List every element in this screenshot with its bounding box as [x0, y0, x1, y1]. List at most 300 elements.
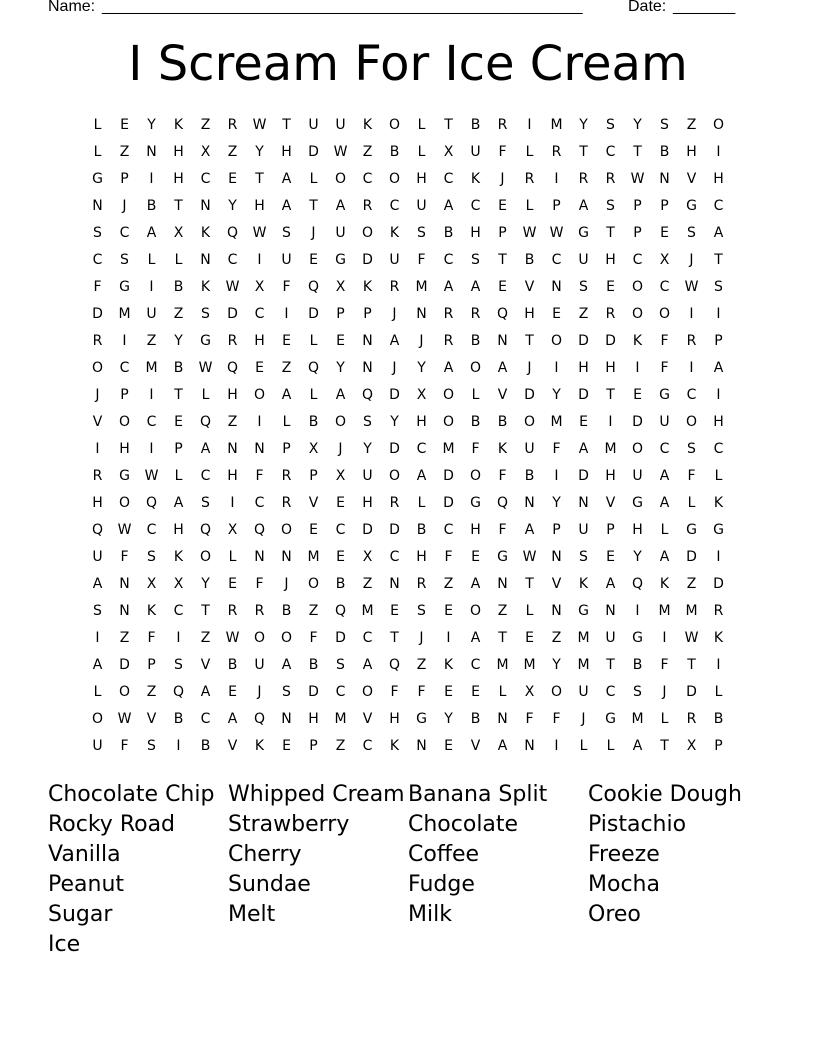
grid-letter[interactable]: C: [470, 657, 481, 673]
grid-letter[interactable]: C: [659, 441, 670, 457]
grid-letter[interactable]: Q: [307, 279, 320, 295]
grid-letter[interactable]: G: [632, 495, 643, 511]
grid-letter[interactable]: E: [282, 738, 291, 754]
grid-letter[interactable]: L: [660, 522, 669, 538]
grid-letter[interactable]: T: [525, 333, 534, 349]
grid-letter[interactable]: K: [389, 225, 400, 241]
grid-letter[interactable]: M: [658, 603, 671, 619]
grid-letter[interactable]: H: [416, 549, 427, 565]
grid-letter[interactable]: Z: [200, 117, 211, 133]
grid-letter[interactable]: L: [417, 117, 426, 133]
grid-letter[interactable]: A: [281, 198, 292, 214]
grid-letter[interactable]: O: [307, 576, 320, 592]
grid-letter[interactable]: Y: [417, 360, 426, 376]
grid-letter[interactable]: T: [606, 225, 615, 241]
grid-letter[interactable]: U: [578, 684, 589, 700]
grid-letter[interactable]: B: [173, 360, 184, 376]
grid-letter[interactable]: K: [173, 549, 184, 565]
grid-letter[interactable]: L: [417, 495, 426, 511]
grid-letter[interactable]: H: [254, 333, 265, 349]
grid-letter[interactable]: X: [200, 144, 211, 160]
grid-letter[interactable]: H: [227, 387, 238, 403]
grid-letter[interactable]: C: [254, 495, 265, 511]
grid-letter[interactable]: V: [92, 414, 103, 430]
grid-letter[interactable]: C: [362, 738, 373, 754]
grid-letter[interactable]: R: [443, 333, 454, 349]
grid-letter[interactable]: Y: [228, 198, 237, 214]
grid-letter[interactable]: T: [174, 198, 183, 214]
grid-letter[interactable]: Z: [308, 603, 319, 619]
grid-letter[interactable]: C: [173, 603, 184, 619]
grid-letter[interactable]: G: [92, 171, 103, 187]
grid-letter[interactable]: M: [550, 414, 563, 430]
grid-letter[interactable]: K: [146, 603, 157, 619]
grid-letter[interactable]: H: [605, 252, 616, 268]
grid-letter[interactable]: C: [605, 684, 616, 700]
grid-letter[interactable]: S: [282, 684, 291, 700]
grid-letter[interactable]: F: [255, 576, 264, 592]
grid-letter[interactable]: C: [686, 387, 697, 403]
grid-letter[interactable]: R: [389, 279, 400, 295]
grid-letter[interactable]: C: [551, 252, 562, 268]
grid-letter[interactable]: O: [118, 414, 131, 430]
grid-letter[interactable]: V: [605, 495, 616, 511]
grid-letter[interactable]: J: [338, 441, 343, 457]
grid-letter[interactable]: H: [227, 468, 238, 484]
grid-letter[interactable]: P: [336, 306, 345, 322]
grid-letter[interactable]: C: [146, 414, 157, 430]
grid-letter[interactable]: U: [605, 630, 616, 646]
grid-letter[interactable]: Q: [496, 306, 509, 322]
grid-letter[interactable]: L: [687, 495, 696, 511]
grid-letter[interactable]: X: [362, 549, 373, 565]
grid-letter[interactable]: S: [417, 225, 426, 241]
grid-letter[interactable]: M: [361, 603, 374, 619]
grid-letter[interactable]: S: [93, 603, 102, 619]
grid-letter[interactable]: D: [524, 387, 535, 403]
grid-letter[interactable]: O: [550, 333, 563, 349]
grid-letter[interactable]: Y: [552, 387, 561, 403]
grid-letter[interactable]: E: [498, 279, 507, 295]
grid-letter[interactable]: U: [92, 549, 103, 565]
grid-letter[interactable]: T: [579, 144, 588, 160]
grid-letter[interactable]: E: [498, 198, 507, 214]
grid-letter[interactable]: L: [606, 738, 615, 754]
grid-letter[interactable]: J: [689, 252, 694, 268]
grid-letter[interactable]: D: [713, 576, 724, 592]
grid-letter[interactable]: H: [470, 522, 481, 538]
grid-letter[interactable]: R: [254, 603, 265, 619]
grid-letter[interactable]: Y: [336, 360, 345, 376]
grid-letter[interactable]: A: [443, 198, 454, 214]
grid-letter[interactable]: G: [416, 711, 427, 727]
grid-letter[interactable]: E: [633, 387, 642, 403]
grid-letter[interactable]: A: [335, 387, 346, 403]
grid-letter[interactable]: D: [308, 144, 319, 160]
grid-letter[interactable]: X: [254, 279, 265, 295]
grid-letter[interactable]: O: [118, 495, 131, 511]
grid-letter[interactable]: I: [176, 738, 181, 754]
grid-letter[interactable]: E: [444, 738, 453, 754]
grid-letter[interactable]: K: [713, 495, 724, 511]
grid-letter[interactable]: F: [255, 468, 264, 484]
grid-letter[interactable]: W: [333, 144, 348, 160]
grid-letter[interactable]: H: [281, 144, 292, 160]
grid-letter[interactable]: I: [554, 171, 559, 187]
grid-letter[interactable]: B: [659, 144, 670, 160]
grid-letter[interactable]: X: [335, 468, 346, 484]
grid-letter[interactable]: T: [282, 117, 291, 133]
grid-letter[interactable]: O: [280, 630, 293, 646]
grid-letter[interactable]: U: [578, 252, 589, 268]
grid-letter[interactable]: X: [227, 522, 238, 538]
grid-letter[interactable]: Q: [145, 495, 158, 511]
grid-letter[interactable]: A: [92, 657, 103, 673]
grid-letter[interactable]: Q: [253, 711, 266, 727]
grid-letter[interactable]: P: [147, 657, 156, 673]
grid-letter[interactable]: H: [92, 495, 103, 511]
grid-letter[interactable]: I: [122, 333, 127, 349]
grid-letter[interactable]: O: [118, 684, 131, 700]
grid-letter[interactable]: T: [606, 657, 615, 673]
grid-letter[interactable]: S: [147, 738, 156, 754]
grid-letter[interactable]: O: [631, 441, 644, 457]
grid-letter[interactable]: L: [714, 684, 723, 700]
grid-letter[interactable]: C: [335, 522, 346, 538]
grid-letter[interactable]: X: [173, 225, 184, 241]
grid-letter[interactable]: O: [334, 171, 347, 187]
grid-letter[interactable]: T: [714, 252, 723, 268]
grid-letter[interactable]: O: [523, 414, 536, 430]
grid-letter[interactable]: E: [471, 549, 480, 565]
grid-letter[interactable]: N: [416, 738, 427, 754]
grid-letter[interactable]: O: [91, 360, 104, 376]
grid-letter[interactable]: X: [173, 576, 184, 592]
grid-letter[interactable]: W: [684, 630, 699, 646]
grid-letter[interactable]: S: [174, 657, 183, 673]
grid-letter[interactable]: O: [631, 306, 644, 322]
grid-letter[interactable]: M: [577, 630, 590, 646]
grid-letter[interactable]: W: [630, 171, 645, 187]
grid-letter[interactable]: G: [578, 225, 589, 241]
grid-letter[interactable]: V: [551, 576, 562, 592]
grid-letter[interactable]: B: [416, 522, 427, 538]
grid-letter[interactable]: N: [92, 198, 103, 214]
grid-letter[interactable]: L: [93, 684, 102, 700]
grid-letter[interactable]: R: [227, 603, 238, 619]
grid-letter[interactable]: W: [225, 279, 240, 295]
grid-letter[interactable]: H: [632, 522, 643, 538]
grid-letter[interactable]: E: [660, 225, 669, 241]
grid-letter[interactable]: I: [257, 414, 262, 430]
grid-letter[interactable]: F: [309, 630, 318, 646]
grid-letter[interactable]: T: [633, 144, 642, 160]
grid-letter[interactable]: W: [522, 225, 537, 241]
grid-letter[interactable]: A: [470, 279, 481, 295]
grid-letter[interactable]: C: [443, 171, 454, 187]
grid-letter[interactable]: P: [552, 522, 561, 538]
grid-letter[interactable]: E: [336, 495, 345, 511]
grid-letter[interactable]: Z: [362, 144, 373, 160]
grid-letter[interactable]: T: [201, 603, 210, 619]
grid-letter[interactable]: L: [228, 549, 237, 565]
grid-letter[interactable]: O: [388, 468, 401, 484]
grid-letter[interactable]: U: [416, 198, 427, 214]
grid-letter[interactable]: R: [713, 603, 724, 619]
grid-letter[interactable]: Z: [146, 684, 157, 700]
grid-letter[interactable]: S: [282, 225, 291, 241]
grid-letter[interactable]: P: [120, 387, 129, 403]
grid-letter[interactable]: W: [252, 225, 267, 241]
grid-letter[interactable]: R: [92, 333, 103, 349]
grid-letter[interactable]: D: [389, 441, 400, 457]
grid-letter[interactable]: O: [199, 549, 212, 565]
grid-letter[interactable]: N: [119, 576, 130, 592]
grid-letter[interactable]: N: [524, 495, 535, 511]
grid-letter[interactable]: G: [659, 387, 670, 403]
grid-letter[interactable]: Z: [227, 144, 238, 160]
grid-letter[interactable]: J: [527, 360, 532, 376]
grid-letter[interactable]: J: [392, 306, 397, 322]
grid-letter[interactable]: H: [605, 468, 616, 484]
grid-letter[interactable]: A: [713, 360, 724, 376]
grid-letter[interactable]: B: [713, 711, 724, 727]
grid-letter[interactable]: N: [524, 738, 535, 754]
grid-letter[interactable]: L: [714, 468, 723, 484]
date-blank-line[interactable]: _______: [673, 0, 736, 15]
grid-letter[interactable]: S: [660, 117, 669, 133]
grid-letter[interactable]: H: [416, 414, 427, 430]
grid-letter[interactable]: A: [200, 684, 211, 700]
grid-letter[interactable]: N: [551, 603, 562, 619]
grid-letter[interactable]: S: [633, 684, 642, 700]
grid-letter[interactable]: M: [577, 657, 590, 673]
grid-letter[interactable]: T: [498, 252, 507, 268]
grid-letter[interactable]: N: [281, 549, 292, 565]
grid-letter[interactable]: C: [119, 225, 130, 241]
grid-letter[interactable]: I: [95, 630, 100, 646]
grid-letter[interactable]: A: [632, 738, 643, 754]
grid-letter[interactable]: W: [549, 225, 564, 241]
grid-letter[interactable]: E: [336, 333, 345, 349]
grid-letter[interactable]: H: [605, 360, 616, 376]
grid-letter[interactable]: N: [281, 711, 292, 727]
grid-letter[interactable]: E: [444, 684, 453, 700]
grid-letter[interactable]: I: [230, 495, 235, 511]
grid-letter[interactable]: I: [662, 630, 667, 646]
grid-letter[interactable]: Y: [255, 144, 264, 160]
grid-letter[interactable]: X: [416, 387, 427, 403]
grid-letter[interactable]: X: [524, 684, 535, 700]
grid-letter[interactable]: P: [606, 522, 615, 538]
grid-letter[interactable]: D: [686, 684, 697, 700]
grid-letter[interactable]: I: [716, 549, 721, 565]
grid-letter[interactable]: M: [118, 306, 131, 322]
grid-letter[interactable]: A: [173, 495, 184, 511]
grid-letter[interactable]: X: [335, 279, 346, 295]
grid-letter[interactable]: C: [200, 711, 211, 727]
grid-letter[interactable]: L: [525, 603, 534, 619]
grid-letter[interactable]: R: [443, 306, 454, 322]
grid-letter[interactable]: G: [686, 198, 697, 214]
grid-letter[interactable]: I: [149, 387, 154, 403]
grid-letter[interactable]: H: [578, 360, 589, 376]
grid-letter[interactable]: P: [309, 468, 318, 484]
grid-letter[interactable]: G: [713, 522, 724, 538]
grid-letter[interactable]: M: [631, 711, 644, 727]
grid-letter[interactable]: A: [443, 360, 454, 376]
grid-letter[interactable]: R: [362, 198, 373, 214]
grid-letter[interactable]: S: [687, 225, 696, 241]
grid-letter[interactable]: I: [446, 630, 451, 646]
grid-letter[interactable]: O: [91, 711, 104, 727]
grid-letter[interactable]: O: [253, 630, 266, 646]
grid-letter[interactable]: Y: [201, 576, 210, 592]
grid-letter[interactable]: B: [308, 414, 319, 430]
grid-letter[interactable]: Y: [552, 657, 561, 673]
grid-letter[interactable]: F: [120, 549, 129, 565]
grid-letter[interactable]: X: [146, 576, 157, 592]
grid-letter[interactable]: E: [228, 171, 237, 187]
grid-letter[interactable]: R: [551, 144, 562, 160]
grid-letter[interactable]: S: [93, 225, 102, 241]
grid-letter[interactable]: I: [149, 279, 154, 295]
grid-letter[interactable]: D: [443, 468, 454, 484]
grid-letter[interactable]: T: [390, 630, 399, 646]
grid-letter[interactable]: K: [659, 576, 670, 592]
grid-letter[interactable]: U: [659, 414, 670, 430]
grid-letter[interactable]: H: [470, 225, 481, 241]
grid-letter[interactable]: I: [716, 306, 721, 322]
grid-letter[interactable]: F: [687, 468, 696, 484]
grid-letter[interactable]: Q: [199, 414, 212, 430]
grid-letter[interactable]: O: [361, 225, 374, 241]
grid-letter[interactable]: B: [524, 468, 535, 484]
grid-letter[interactable]: Q: [388, 657, 401, 673]
grid-letter[interactable]: I: [554, 738, 559, 754]
grid-letter[interactable]: I: [554, 468, 559, 484]
grid-letter[interactable]: S: [579, 279, 588, 295]
grid-letter[interactable]: A: [92, 576, 103, 592]
grid-letter[interactable]: A: [578, 198, 589, 214]
grid-letter[interactable]: A: [524, 522, 535, 538]
grid-letter[interactable]: E: [606, 549, 615, 565]
grid-letter[interactable]: L: [309, 333, 318, 349]
grid-letter[interactable]: U: [389, 252, 400, 268]
grid-letter[interactable]: O: [388, 171, 401, 187]
grid-letter[interactable]: G: [605, 711, 616, 727]
grid-letter[interactable]: B: [470, 333, 481, 349]
grid-letter[interactable]: L: [471, 387, 480, 403]
grid-letter[interactable]: L: [201, 387, 210, 403]
grid-letter[interactable]: E: [174, 414, 183, 430]
grid-letter[interactable]: B: [497, 414, 508, 430]
grid-letter[interactable]: N: [254, 441, 265, 457]
grid-letter[interactable]: F: [525, 711, 534, 727]
grid-letter[interactable]: O: [280, 522, 293, 538]
grid-letter[interactable]: A: [281, 171, 292, 187]
grid-letter[interactable]: H: [173, 144, 184, 160]
grid-letter[interactable]: S: [714, 279, 723, 295]
grid-letter[interactable]: F: [444, 549, 453, 565]
grid-letter[interactable]: C: [227, 252, 238, 268]
grid-letter[interactable]: O: [685, 414, 698, 430]
grid-letter[interactable]: B: [470, 414, 481, 430]
grid-letter[interactable]: C: [443, 252, 454, 268]
grid-letter[interactable]: N: [119, 603, 130, 619]
grid-letter[interactable]: T: [660, 738, 669, 754]
grid-letter[interactable]: F: [120, 738, 129, 754]
grid-letter[interactable]: E: [579, 414, 588, 430]
grid-letter[interactable]: Z: [227, 414, 238, 430]
grid-letter[interactable]: C: [254, 306, 265, 322]
grid-letter[interactable]: S: [417, 603, 426, 619]
grid-letter[interactable]: Y: [579, 117, 588, 133]
grid-letter[interactable]: M: [685, 603, 698, 619]
grid-letter[interactable]: M: [145, 360, 158, 376]
grid-letter[interactable]: B: [470, 117, 481, 133]
grid-letter[interactable]: Q: [172, 684, 185, 700]
grid-letter[interactable]: S: [201, 495, 210, 511]
grid-letter[interactable]: M: [496, 657, 509, 673]
grid-letter[interactable]: W: [117, 522, 132, 538]
grid-letter[interactable]: O: [658, 306, 671, 322]
grid-letter[interactable]: M: [604, 441, 617, 457]
grid-letter[interactable]: U: [578, 522, 589, 538]
grid-letter[interactable]: E: [309, 522, 318, 538]
grid-letter[interactable]: K: [362, 279, 373, 295]
grid-letter[interactable]: F: [147, 630, 156, 646]
grid-letter[interactable]: R: [686, 711, 697, 727]
grid-letter[interactable]: V: [524, 279, 535, 295]
grid-letter[interactable]: X: [443, 144, 454, 160]
grid-letter[interactable]: N: [578, 495, 589, 511]
grid-letter[interactable]: H: [686, 144, 697, 160]
grid-letter[interactable]: C: [146, 522, 157, 538]
grid-letter[interactable]: J: [419, 630, 424, 646]
grid-letter[interactable]: A: [362, 657, 373, 673]
grid-letter[interactable]: E: [228, 684, 237, 700]
grid-letter[interactable]: Z: [173, 306, 184, 322]
grid-letter[interactable]: E: [390, 603, 399, 619]
grid-letter[interactable]: A: [659, 495, 670, 511]
grid-letter[interactable]: R: [605, 306, 616, 322]
grid-letter[interactable]: P: [660, 198, 669, 214]
grid-letter[interactable]: G: [632, 630, 643, 646]
grid-letter[interactable]: E: [336, 549, 345, 565]
grid-letter[interactable]: J: [419, 333, 424, 349]
grid-letter[interactable]: C: [362, 171, 373, 187]
grid-letter[interactable]: D: [308, 684, 319, 700]
grid-letter[interactable]: F: [282, 279, 291, 295]
grid-letter[interactable]: V: [686, 171, 697, 187]
grid-letter[interactable]: B: [470, 711, 481, 727]
grid-letter[interactable]: R: [92, 468, 103, 484]
grid-letter[interactable]: D: [578, 468, 589, 484]
grid-letter[interactable]: L: [174, 468, 183, 484]
grid-letter[interactable]: N: [605, 603, 616, 619]
grid-letter[interactable]: A: [200, 441, 211, 457]
grid-letter[interactable]: A: [281, 387, 292, 403]
grid-letter[interactable]: I: [635, 360, 640, 376]
grid-letter[interactable]: O: [442, 387, 455, 403]
grid-letter[interactable]: N: [659, 171, 670, 187]
grid-letter[interactable]: F: [660, 360, 669, 376]
grid-letter[interactable]: V: [470, 738, 481, 754]
grid-letter[interactable]: I: [257, 252, 262, 268]
grid-letter[interactable]: L: [417, 144, 426, 160]
grid-letter[interactable]: A: [443, 279, 454, 295]
